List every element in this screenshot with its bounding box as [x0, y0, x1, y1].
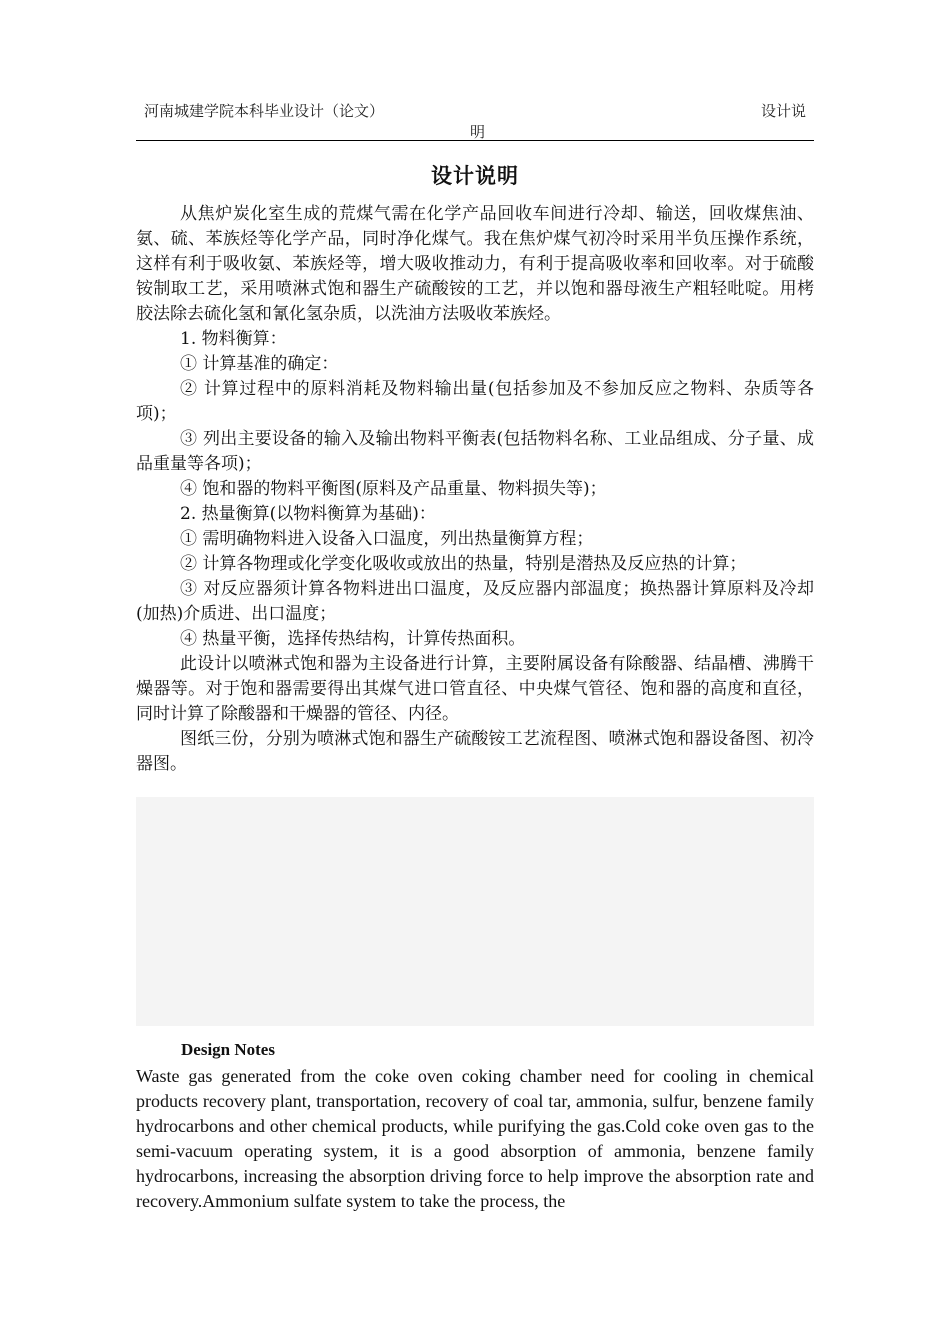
- list-item: ③ 列出主要设备的输入及输出物料平衡表(包括物料名称、工业品组成、分子量、成品重量等各项)；: [136, 429, 814, 474]
- header-section-title: 设计说: [760, 102, 806, 120]
- english-body: [136, 1064, 814, 1214]
- paragraph-drawings: 图纸三份，分别为喷淋式饱和器生产硫酸铵工艺流程图、喷淋式饱和器设备图、初冷器图。: [136, 729, 814, 774]
- list-item: ③ 对反应器须计算各物料进出口温度，及反应器内部温度；换热器计算原料及冷却(加热)介质进、出口温度；: [136, 579, 814, 624]
- list-item: ④ 饱和器的物料平衡图(原料及产品重量、物料损失等)；: [180, 479, 607, 499]
- list-item: ② 计算过程中的原料消耗及物料输出量(包括参加及不参加反应之物料、杂质等各项)；: [136, 379, 814, 424]
- header-section-title-wrap: 明: [470, 123, 486, 141]
- list-item: ① 计算基准的确定：: [180, 354, 339, 374]
- english-paragraph: Waste gas generated from the coke oven coking chamber need for cooling in chemical products recovery plant, transportation, recovery of coal tar, ammonia, sulfur, benzene family hydrocarbons and other chemical products, while purifying the gas.Cold coke oven gas to the semi-vacuum operating system, it is a good absorption of ammonia, benzene family hydrocarbons, increasing the absorption driving force to help improve the absorption rate and recovery.Ammonium sulfate system to take the process, the: [136, 1066, 814, 1211]
- paragraph-heat-balance: 2. 热量衡算(以物料衡算为基础)：: [180, 504, 436, 524]
- paragraph-design-scope: 此设计以喷淋式饱和器为主设备进行计算，主要附属设备有除酸器、结晶槽、沸腾干燥器等。对于饱和器需要得出其煤气进口管直径、中央煤气管径、饱和器的高度和直径，同时计算了除酸器和干燥器的管径、内径。: [136, 654, 814, 724]
- header-school-title: 河南城建学院本科毕业设计（论文）: [144, 102, 385, 120]
- figure-placeholder: [136, 797, 814, 1026]
- english-title: Design Notes: [181, 1040, 275, 1059]
- list-item: ② 计算各物理或化学变化吸收或放出的热量，特别是潜热及反应热的计算；: [180, 554, 747, 574]
- list-item: ① 需明确物料进入设备入口温度，列出热量衡算方程；: [180, 529, 594, 549]
- page-title: 设计说明: [431, 163, 519, 188]
- list-item: ④ 热量平衡，选择传热结构，计算传热面积。: [180, 629, 526, 649]
- paragraph-material-balance: 1. 物料衡算：: [180, 329, 287, 349]
- page-header: [136, 96, 814, 141]
- chinese-body: [136, 202, 814, 777]
- paragraph-intro: 从焦炉炭化室生成的荒煤气需在化学产品回收车间进行冷却、输送，回收煤焦油、氨、硫、苯族烃等化学产品，同时净化煤气。我在焦炉煤气初冷时采用半负压操作系统，这样有利于吸收氨、苯族烃等，增大吸收推动力，有利于提高吸收率和回收率。对于硫酸铵制取工艺，采用喷淋式饱和器生产硫酸铵的工艺，并以饱和器母液生产粗轻吡啶。用栲胶法除去硫化氢和氰化氢杂质，以洗油方法吸收苯族烃。: [136, 204, 814, 324]
